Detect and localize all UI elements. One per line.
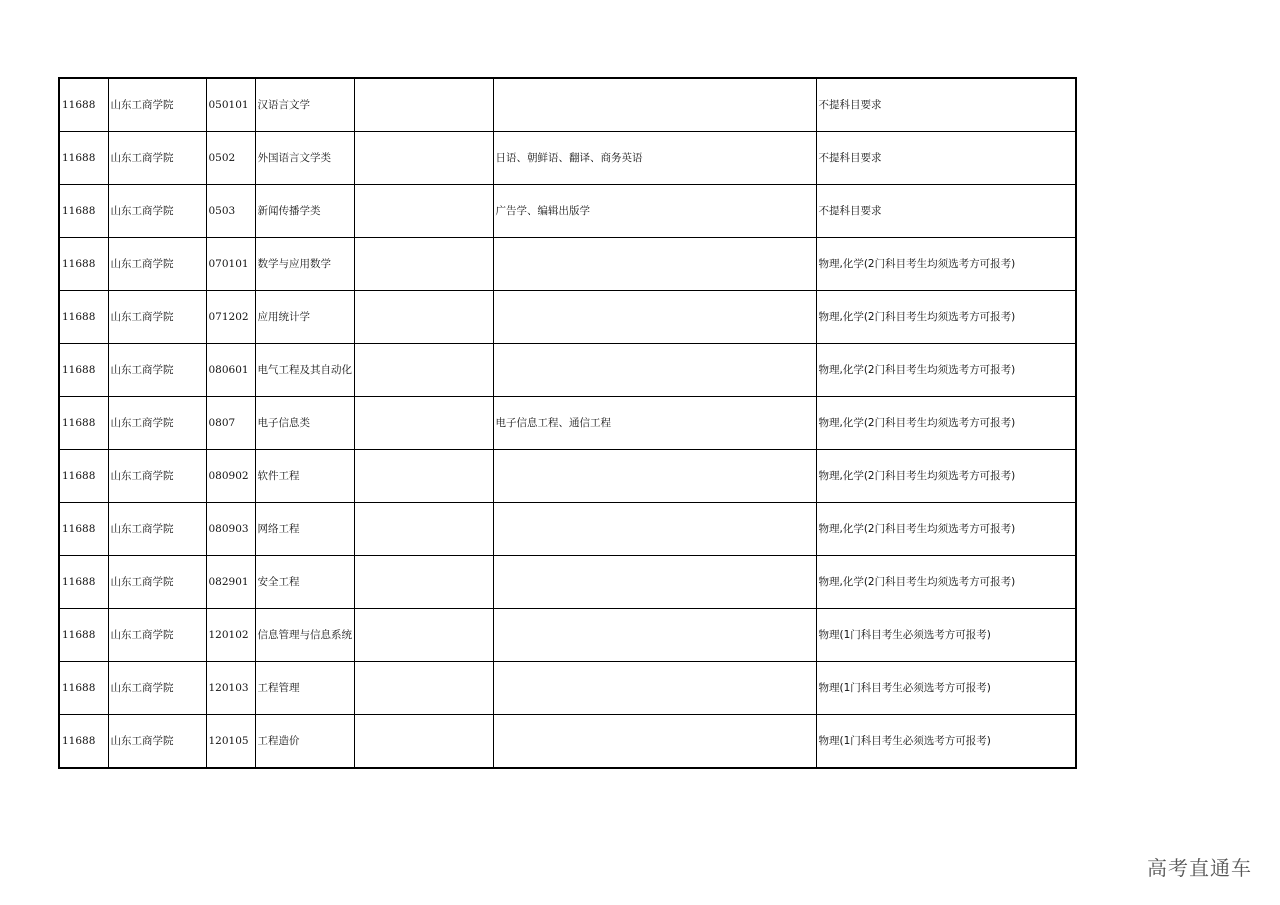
major-code-cell: 082901 [206, 556, 255, 609]
subject-requirement-table [58, 77, 1077, 769]
school-name-cell: 山东工商学院 [108, 662, 206, 715]
major-code-cell: 070101 [206, 238, 255, 291]
note-cell [354, 397, 493, 450]
table-row [59, 78, 1076, 132]
major-code-cell: 050101 [206, 78, 255, 132]
table-row [59, 344, 1076, 397]
major-code-cell: 120103 [206, 662, 255, 715]
table-row [59, 397, 1076, 450]
included-majors-cell [493, 609, 816, 662]
included-majors-cell [493, 238, 816, 291]
school-name-cell: 山东工商学院 [108, 503, 206, 556]
major-name-cell: 应用统计学 [255, 291, 354, 344]
note-cell [354, 132, 493, 185]
major-code-cell: 071202 [206, 291, 255, 344]
table-row [59, 556, 1076, 609]
included-majors-cell: 日语、朝鲜语、翻译、商务英语 [493, 132, 816, 185]
table-row [59, 503, 1076, 556]
major-code-cell: 080903 [206, 503, 255, 556]
table-row [59, 450, 1076, 503]
included-majors-cell [493, 662, 816, 715]
major-code-cell: 0807 [206, 397, 255, 450]
note-cell [354, 503, 493, 556]
school-name-cell: 山东工商学院 [108, 609, 206, 662]
included-majors-cell [493, 450, 816, 503]
school-name-cell: 山东工商学院 [108, 238, 206, 291]
table-row [59, 132, 1076, 185]
included-majors-cell [493, 715, 816, 769]
major-name-cell: 安全工程 [255, 556, 354, 609]
school-name-cell: 山东工商学院 [108, 132, 206, 185]
note-cell [354, 609, 493, 662]
included-majors-cell: 广告学、编辑出版学 [493, 185, 816, 238]
note-cell [354, 715, 493, 769]
major-name-cell: 电气工程及其自动化 [255, 344, 354, 397]
school-name-cell: 山东工商学院 [108, 291, 206, 344]
school-code-cell: 11688 [59, 503, 108, 556]
school-name-cell: 山东工商学院 [108, 715, 206, 769]
subject-requirement-cell: 物理,化学(2门科目考生均须选考方可报考) [816, 450, 1076, 503]
school-name-cell: 山东工商学院 [108, 450, 206, 503]
subject-requirement-cell: 物理(1门科目考生必须选考方可报考) [816, 662, 1076, 715]
table-row [59, 185, 1076, 238]
major-name-cell: 网络工程 [255, 503, 354, 556]
major-code-cell: 0503 [206, 185, 255, 238]
included-majors-cell [493, 556, 816, 609]
school-code-cell: 11688 [59, 78, 108, 132]
subject-requirement-cell: 物理,化学(2门科目考生均须选考方可报考) [816, 291, 1076, 344]
school-code-cell: 11688 [59, 715, 108, 769]
subject-requirement-cell: 物理,化学(2门科目考生均须选考方可报考) [816, 238, 1076, 291]
major-code-cell: 0502 [206, 132, 255, 185]
included-majors-cell [493, 78, 816, 132]
table-row [59, 662, 1076, 715]
school-name-cell: 山东工商学院 [108, 78, 206, 132]
major-name-cell: 工程管理 [255, 662, 354, 715]
major-name-cell: 汉语言文学 [255, 78, 354, 132]
school-name-cell: 山东工商学院 [108, 397, 206, 450]
major-name-cell: 信息管理与信息系统 [255, 609, 354, 662]
school-code-cell: 11688 [59, 344, 108, 397]
subject-requirement-cell: 物理,化学(2门科目考生均须选考方可报考) [816, 344, 1076, 397]
school-code-cell: 11688 [59, 238, 108, 291]
note-cell [354, 450, 493, 503]
school-name-cell: 山东工商学院 [108, 344, 206, 397]
table-row [59, 609, 1076, 662]
major-code-cell: 120105 [206, 715, 255, 769]
note-cell [354, 78, 493, 132]
note-cell [354, 556, 493, 609]
subject-requirement-cell: 物理(1门科目考生必须选考方可报考) [816, 715, 1076, 769]
major-name-cell: 工程造价 [255, 715, 354, 769]
included-majors-cell: 电子信息工程、通信工程 [493, 397, 816, 450]
major-code-cell: 120102 [206, 609, 255, 662]
table-row [59, 238, 1076, 291]
major-name-cell: 电子信息类 [255, 397, 354, 450]
school-code-cell: 11688 [59, 397, 108, 450]
note-cell [354, 344, 493, 397]
school-name-cell: 山东工商学院 [108, 185, 206, 238]
note-cell [354, 291, 493, 344]
school-code-cell: 11688 [59, 609, 108, 662]
table-body [59, 78, 1076, 768]
subject-requirement-cell: 物理,化学(2门科目考生均须选考方可报考) [816, 397, 1076, 450]
subject-requirement-cell: 不提科目要求 [816, 132, 1076, 185]
major-name-cell: 新闻传播学类 [255, 185, 354, 238]
subject-requirement-cell: 物理(1门科目考生必须选考方可报考) [816, 609, 1076, 662]
major-name-cell: 数学与应用数学 [255, 238, 354, 291]
note-cell [354, 238, 493, 291]
note-cell [354, 662, 493, 715]
major-name-cell: 外国语言文学类 [255, 132, 354, 185]
school-name-cell: 山东工商学院 [108, 556, 206, 609]
watermark-text: 高考直通车 [1147, 856, 1252, 880]
included-majors-cell [493, 344, 816, 397]
major-code-cell: 080601 [206, 344, 255, 397]
subject-requirement-cell: 物理,化学(2门科目考生均须选考方可报考) [816, 556, 1076, 609]
school-code-cell: 11688 [59, 185, 108, 238]
school-code-cell: 11688 [59, 662, 108, 715]
subject-requirement-cell: 不提科目要求 [816, 185, 1076, 238]
major-code-cell: 080902 [206, 450, 255, 503]
note-cell [354, 185, 493, 238]
major-name-cell: 软件工程 [255, 450, 354, 503]
included-majors-cell [493, 291, 816, 344]
school-code-cell: 11688 [59, 132, 108, 185]
table-row [59, 291, 1076, 344]
included-majors-cell [493, 503, 816, 556]
table-row [59, 715, 1076, 769]
school-code-cell: 11688 [59, 450, 108, 503]
subject-requirement-cell: 物理,化学(2门科目考生均须选考方可报考) [816, 503, 1076, 556]
school-code-cell: 11688 [59, 291, 108, 344]
school-code-cell: 11688 [59, 556, 108, 609]
subject-requirement-cell: 不提科目要求 [816, 78, 1076, 132]
